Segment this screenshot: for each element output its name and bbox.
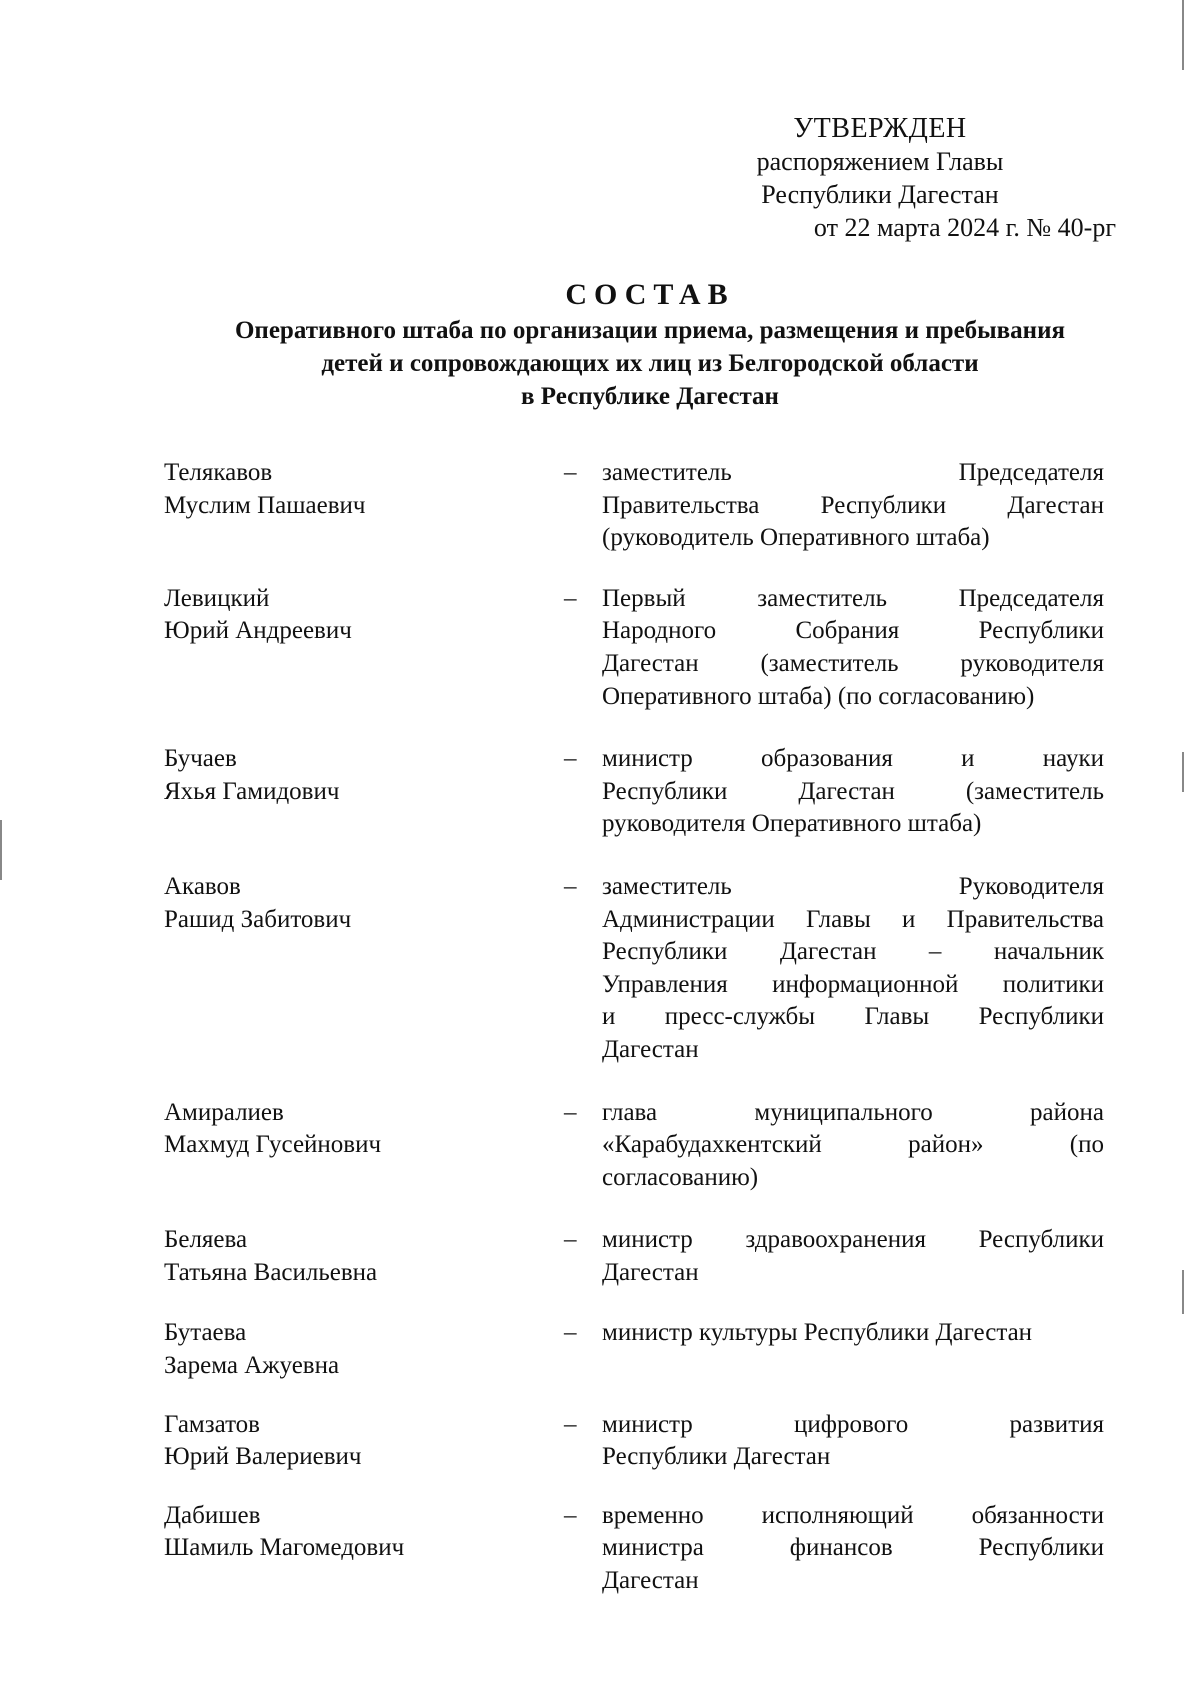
member-role-line: Республики Дагестан (заместитель <box>602 777 1104 805</box>
member-role-line: руководителя Оперативного штаба) <box>602 810 982 838</box>
member-role-line: Дагестан <box>602 1567 699 1595</box>
document-subtitle-line-1: Оперативного штаба по организации приема, размещения и пребывания <box>234 317 1066 344</box>
member-role-line: «Карабудахкентский район» (по <box>602 1131 1104 1159</box>
member-name <box>164 871 564 1067</box>
member-row <box>164 1224 1104 1289</box>
member-role-line: Дагестан <box>602 1035 699 1063</box>
member-role <box>602 1224 1104 1289</box>
member-name <box>164 1097 564 1195</box>
member-surname: Амиралиев <box>164 1098 284 1126</box>
member-given-name: Яхья Гамидович <box>164 777 340 805</box>
member-given-name: Зарема Ажуевна <box>164 1352 340 1380</box>
member-dash: – <box>564 1226 577 1254</box>
member-role-line: глава муниципального района <box>602 1098 1104 1126</box>
members-list <box>164 457 1104 1598</box>
member-role-line: Народного Собрания Республики <box>602 617 1104 645</box>
member-dash: – <box>564 1501 577 1529</box>
member-dash: – <box>564 1098 577 1126</box>
member-role <box>602 743 1104 841</box>
member-name <box>164 457 564 555</box>
approval-line-2: Республики Дагестан <box>761 180 999 209</box>
scan-edge-mark <box>0 820 2 880</box>
member-given-name: Шамиль Магомедович <box>164 1534 405 1562</box>
member-role-line: министр здравоохранения Республики <box>602 1226 1104 1254</box>
member-role-line: Республики Дагестан <box>602 1443 831 1471</box>
member-given-name: Муслим Пашаевич <box>164 491 366 519</box>
approval-date: от 22 марта 2024 г. № 40-рг <box>813 213 1116 242</box>
member-row <box>164 871 1104 1067</box>
scan-edge-mark <box>1182 1270 1184 1314</box>
member-role <box>602 583 1104 713</box>
approval-block <box>680 112 1116 244</box>
member-dash: – <box>564 745 577 773</box>
member-row <box>164 743 1104 841</box>
member-role <box>602 1500 1104 1598</box>
member-name <box>164 1409 564 1474</box>
member-row <box>164 1317 1104 1382</box>
approval-title: УТВЕРЖДЕН <box>793 113 967 144</box>
approval-line-1: распоряжением Главы <box>756 147 1004 176</box>
member-surname: Бучаев <box>164 745 237 773</box>
member-role-line: Администрации Главы и Правительства <box>602 905 1104 933</box>
member-name <box>164 1317 564 1382</box>
member-dash: – <box>564 872 577 900</box>
member-surname: Левицкий <box>164 584 270 612</box>
member-dash: – <box>564 1319 577 1347</box>
member-role-line: согласованию) <box>602 1163 759 1191</box>
member-given-name: Юрий Андреевич <box>164 617 352 645</box>
member-dash: – <box>564 459 577 486</box>
member-role-line: министр культуры Республики Дагестан <box>602 1319 1033 1347</box>
member-role-line: Правительства Республики Дагестан <box>602 491 1104 519</box>
member-role <box>602 1409 1104 1474</box>
member-role-line: заместитель Руководителя <box>602 872 1104 900</box>
member-row <box>164 583 1104 713</box>
member-role-line: и пресс-службы Главы Республики <box>602 1003 1104 1031</box>
document-subtitle-line-3: в Республике Дагестан <box>521 383 779 410</box>
member-role-line: Республики Дагестан – начальник <box>602 938 1104 966</box>
member-given-name: Татьяна Васильевна <box>164 1258 378 1286</box>
member-role <box>602 871 1104 1067</box>
member-role-line: Оперативного штаба) (по согласованию) <box>602 682 1035 710</box>
member-name <box>164 743 564 841</box>
member-role <box>602 1097 1104 1195</box>
document-heading <box>150 276 1150 413</box>
member-row <box>164 1409 1104 1474</box>
member-role <box>602 457 1104 555</box>
member-dash: – <box>564 1410 577 1438</box>
member-given-name: Юрий Валериевич <box>164 1443 362 1471</box>
scan-edge-mark <box>1182 752 1184 792</box>
member-row <box>164 1097 1104 1195</box>
member-role-line: Дагестан (заместитель руководителя <box>602 649 1104 677</box>
member-role-line: министра финансов Республики <box>602 1534 1104 1562</box>
member-surname: Бутаева <box>164 1319 247 1347</box>
member-surname: Беляева <box>164 1226 248 1254</box>
member-given-name: Рашид Забитович <box>164 905 352 933</box>
member-surname: Телякавов <box>164 459 273 486</box>
member-dash: – <box>564 584 577 612</box>
member-surname: Акавов <box>164 872 241 900</box>
member-row <box>164 457 1104 555</box>
member-role <box>602 1317 1104 1382</box>
member-name <box>164 1500 564 1598</box>
member-role-line: временно исполняющий обязанности <box>602 1501 1104 1529</box>
member-role-line: Дагестан <box>602 1258 699 1286</box>
member-role-line: заместитель Председателя <box>602 459 1104 486</box>
member-surname: Гамзатов <box>164 1410 260 1438</box>
member-surname: Дабишев <box>164 1501 261 1529</box>
member-given-name: Махмуд Гусейнович <box>164 1131 382 1159</box>
document-subtitle-line-2: детей и сопровождающих их лиц из Белгородской области <box>321 350 979 377</box>
member-role-line: Первый заместитель Председателя <box>602 584 1104 612</box>
member-name <box>164 1224 564 1289</box>
member-role-line: Управления информационной политики <box>602 970 1104 998</box>
member-role-line: министр образования и науки <box>602 745 1104 773</box>
document-title: СОСТАВ <box>565 278 735 311</box>
member-row <box>164 1500 1104 1598</box>
member-role-line: министр цифрового развития <box>602 1410 1104 1438</box>
member-name <box>164 583 564 713</box>
scan-edge-mark <box>1182 0 1184 70</box>
member-role-line: (руководитель Оперативного штаба) <box>602 524 990 552</box>
